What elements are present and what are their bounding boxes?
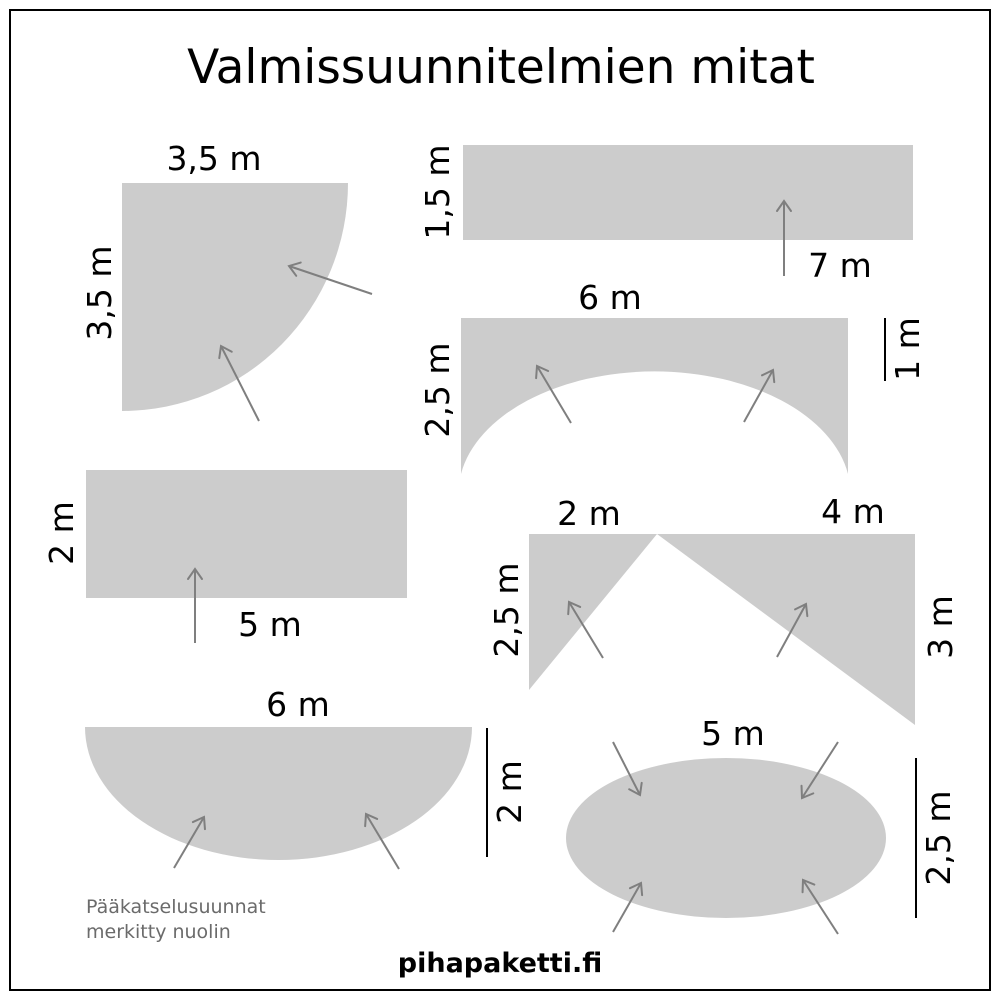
- arch-top-label: 6 m: [578, 278, 642, 317]
- rectangle-side-label: 2 m: [42, 501, 81, 565]
- arch-depth-label: 1 m: [888, 317, 927, 381]
- long-rectangle-bed: [463, 145, 913, 240]
- half-ellipse-depth-label: 2 m: [490, 760, 529, 824]
- ellipse-side-label: 2,5 m: [919, 790, 958, 886]
- right-triangle-side-label: 3 m: [921, 595, 960, 659]
- long-rectangle-side-label: 1,5 m: [418, 144, 457, 240]
- footer-site-name: pihapaketti.fi: [397, 948, 603, 979]
- left-triangle-top-label: 2 m: [557, 494, 621, 533]
- left-triangle-side-label: 2,5 m: [487, 562, 526, 658]
- right-triangle-top-label: 4 m: [821, 492, 885, 531]
- arch-side-label: 2,5 m: [418, 342, 457, 438]
- note-line-1: Pääkatselusuunnat: [86, 896, 266, 918]
- note-line-2: merkitty nuolin: [86, 921, 231, 943]
- quarter-circle-top-label: 3,5 m: [166, 139, 262, 178]
- quarter-circle-side-label: 3,5 m: [80, 245, 119, 341]
- ellipse-top-label: 5 m: [701, 714, 765, 753]
- rectangle-bottom-label: 5 m: [238, 605, 302, 644]
- long-rectangle-bottom-label: 7 m: [808, 246, 872, 285]
- ellipse-bed: [566, 758, 886, 918]
- rectangle-bed: [86, 470, 407, 598]
- page-title: Valmissuunnitelmien mitat: [187, 40, 815, 95]
- half-ellipse-top-label: 6 m: [266, 685, 330, 724]
